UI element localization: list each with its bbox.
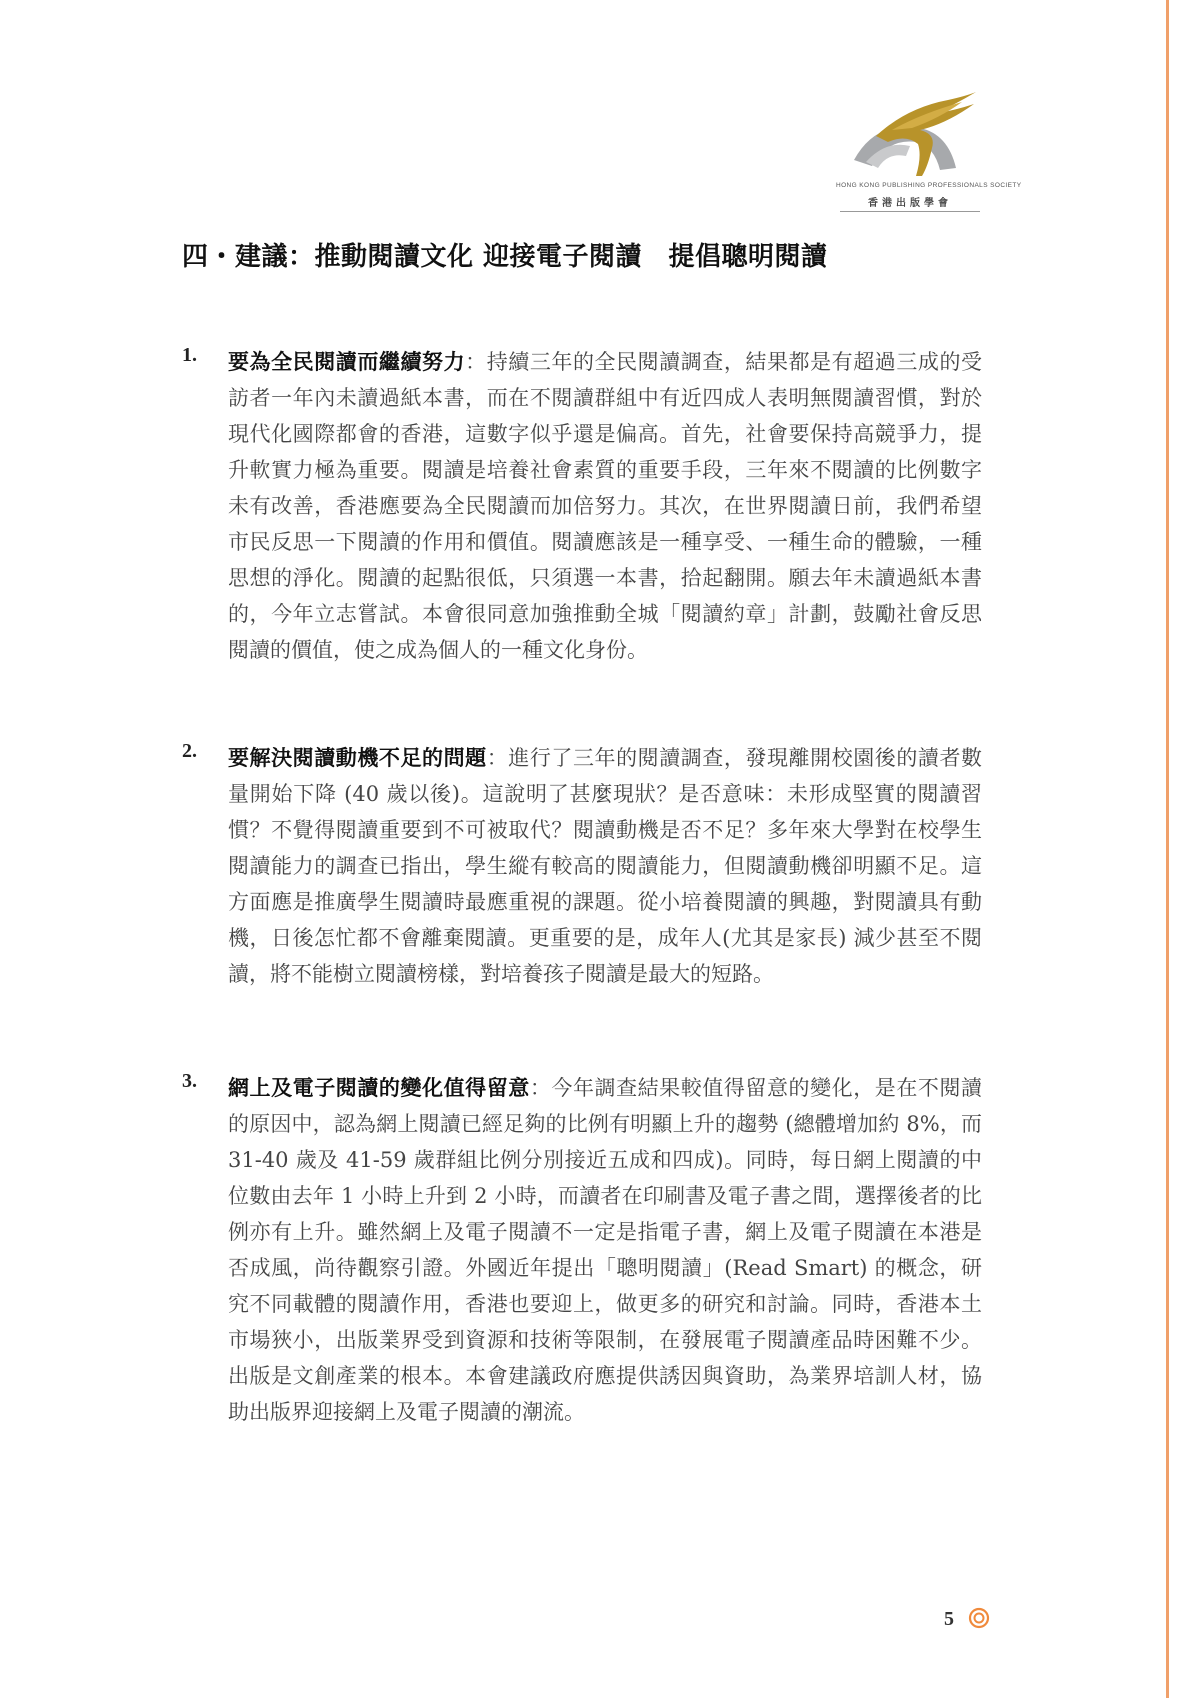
item-heading: 要為全民閱讀而繼續努力 [228,350,466,374]
item-number: 3. [182,1070,197,1092]
target-circle-icon [968,1607,990,1629]
item-paragraph [228,1070,982,1430]
page-number: 5 [944,1608,954,1630]
brush-logo-icon [836,90,984,182]
item-heading: 要解決閱讀動機不足的問題 [228,746,487,770]
item-text: ：今年調查結果較值得留意的變化，是在不閱讀的原因中，認為網上閱讀已經足夠的比例有明顯上升的趨勢 (總體增加約 8%，而 31-40 歲及 41-59 歲群組比例分別接近五成和四成)。同時，每日網上閱讀的中位數由去年 1 小時上升到 2 小時，而讀者在印刷書及電子書之間，選擇後者的比例亦有上升。雖然網上及電子閱讀不一定是指電子書，網上及電子閱讀在本港是否成風，尚待觀察引證。外國近年提出「聰明閱讀」(Read Smart) 的概念，研究不同載體的閱讀作用，香港也要迎上，做更多的研究和討論。同時，香港本土市場狹小，出版業界受到資源和技術等限制，在發展電子閱讀產品時困難不少。出版是文創產業的根本。本會建議政府應提供誘因與資助，為業界培訓人材，協助出版界迎接網上及電子閱讀的潮流。 [228,1076,983,1424]
item-paragraph [228,740,982,992]
item-heading: 網上及電子閱讀的變化值得留意 [228,1076,530,1100]
item-number: 2. [182,740,197,762]
item-text: ：持續三年的全民閱讀調查，結果都是有超過三成的受訪者一年內未讀過紙本書，而在不閱讀群組中有近四成人表明無閱讀習慣，對於現代化國際都會的香港，這數字似乎還是偏高。首先，社會要保持高競爭力，提升軟實力極為重要。閱讀是培養社會素質的重要手段，三年來不閱讀的比例數字未有改善，香港應要為全民閱讀而加倍努力。其次，在世界閱讀日前，我們希望市民反思一下閱讀的作用和價值。閱讀應該是一種享受、一種生命的體驗，一種思想的淨化。閱讀的起點很低，只須選一本書，拾起翻開。願去年未讀過紙本書的，今年立志嘗試。本會很同意加強推動全城「閱讀約章」計劃，鼓勵社會反思閱讀的價值，使之成為個人的一種文化身份。 [228,350,983,662]
item-number: 1. [182,344,197,366]
society-logo [836,90,1022,220]
item-text: ：進行了三年的閱讀調查，發現離開校園後的讀者數量開始下降 (40 歲以後)。這說明了甚麼現狀？是否意味：未形成堅實的閱讀習慣？不覺得閱讀重要到不可被取代？閱讀動機是否不足？多年來大學對在校學生閱讀能力的調查已指出，學生縱有較高的閱讀能力，但閱讀動機卻明顯不足。這方面應是推廣學生閱讀時最應重視的課題。從小培養閱讀的興趣，對閱讀具有動機，日後怎忙都不會離棄閱讀。更重要的是，成年人(尤其是家長) 減少甚至不閱讀，將不能樹立閱讀榜樣，對培養孩子閱讀是最大的短路。 [228,746,983,986]
section-title: 四・建議：推動閱讀文化 迎接電子閱讀 提倡聰明閱讀 [182,242,828,272]
logo-underline [840,211,980,212]
logo-english-name: HONG KONG PUBLISHING PROFESSIONALS SOCIETY [836,182,1022,189]
item-paragraph [228,344,982,668]
page-edge-rule [1166,0,1169,1698]
logo-chinese-name: 香港出版學會 [868,198,952,209]
